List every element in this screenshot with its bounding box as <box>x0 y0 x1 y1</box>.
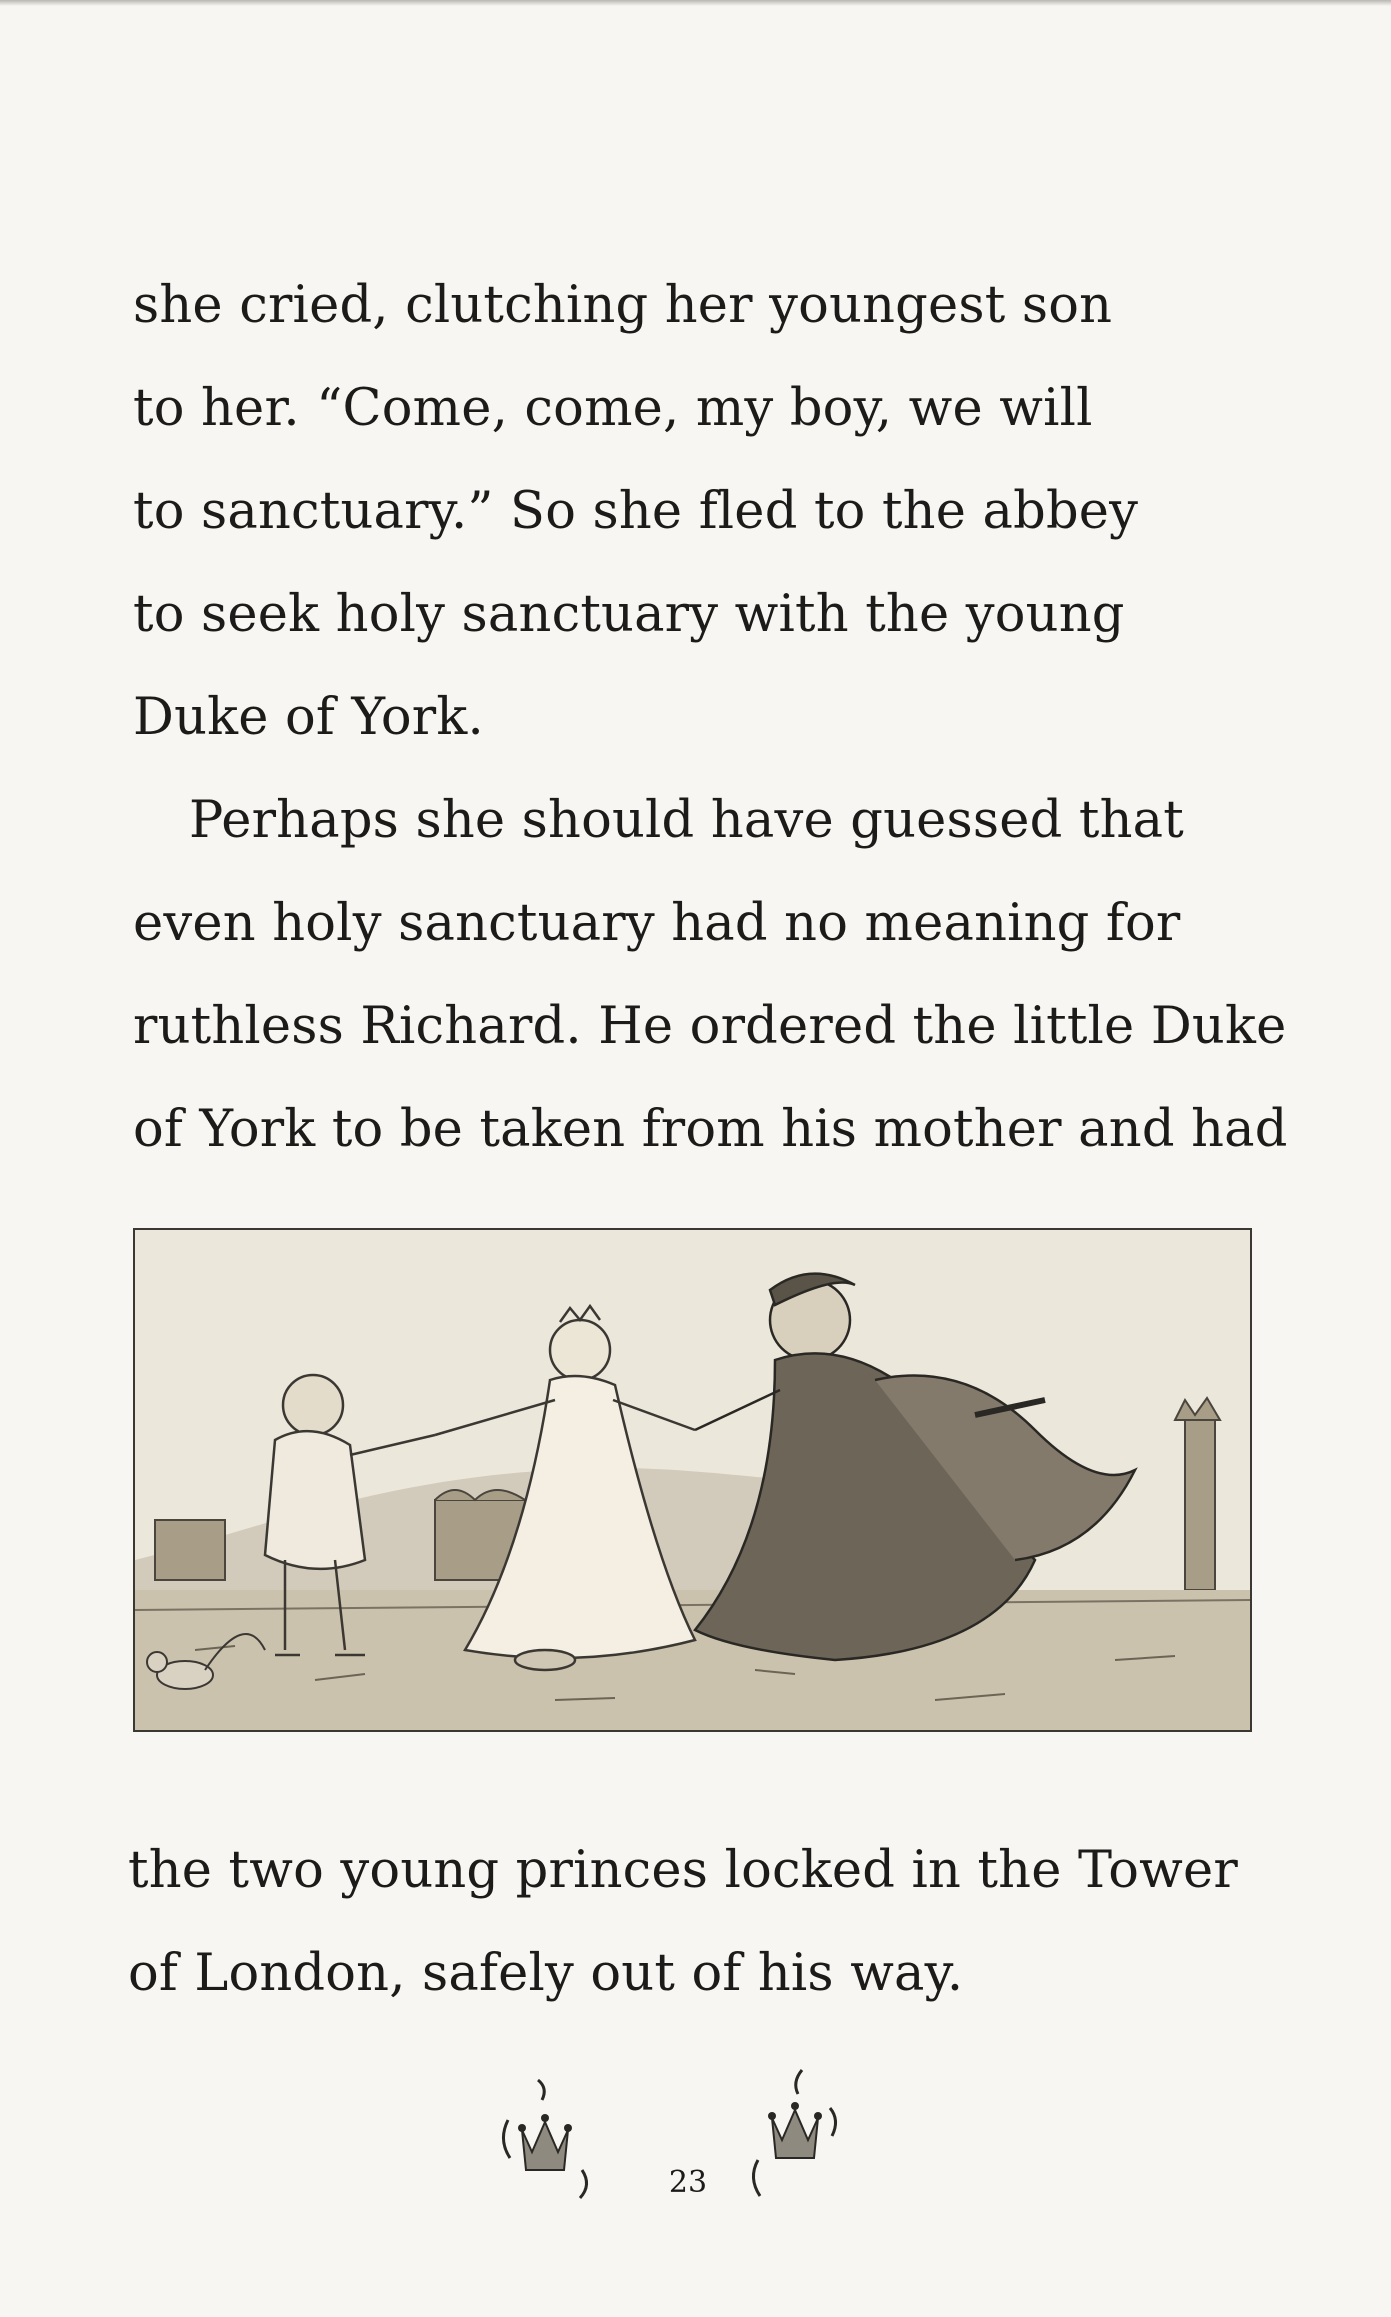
crown-icon <box>740 2060 850 2200</box>
text-line: the two young princes locked in the Tower <box>128 1841 1238 1900</box>
text-line: Duke of York. <box>133 688 484 747</box>
text-line: of London, safely out of his way. <box>128 1944 964 2003</box>
page-footer <box>480 2060 900 2220</box>
text-line: of York to be taken from his mother and had <box>133 1100 1288 1159</box>
text-line: to her. “Come, come, my boy, we will <box>133 379 1093 438</box>
text-line: even holy sanctuary had no meaning for <box>133 894 1181 953</box>
text-line: to seek holy sanctuary with the young <box>133 585 1125 644</box>
text-line: to sanctuary.” So she fled to the abbey <box>133 482 1139 541</box>
page-number: 23 <box>668 2165 708 2200</box>
paragraph-start-line: Perhaps she should have guessed that <box>189 791 1184 850</box>
body-text-lower <box>128 1819 1278 2025</box>
text-line: she cried, clutching her youngest son <box>133 276 1113 335</box>
body-text-upper <box>133 254 1288 1181</box>
scan-edge <box>0 0 1391 6</box>
text-line: ruthless Richard. He ordered the little Duke <box>133 997 1287 1056</box>
crown-icon <box>490 2060 600 2200</box>
illustration-drawing <box>135 1230 1250 1730</box>
illustration-richard-and-princes <box>133 1228 1252 1732</box>
